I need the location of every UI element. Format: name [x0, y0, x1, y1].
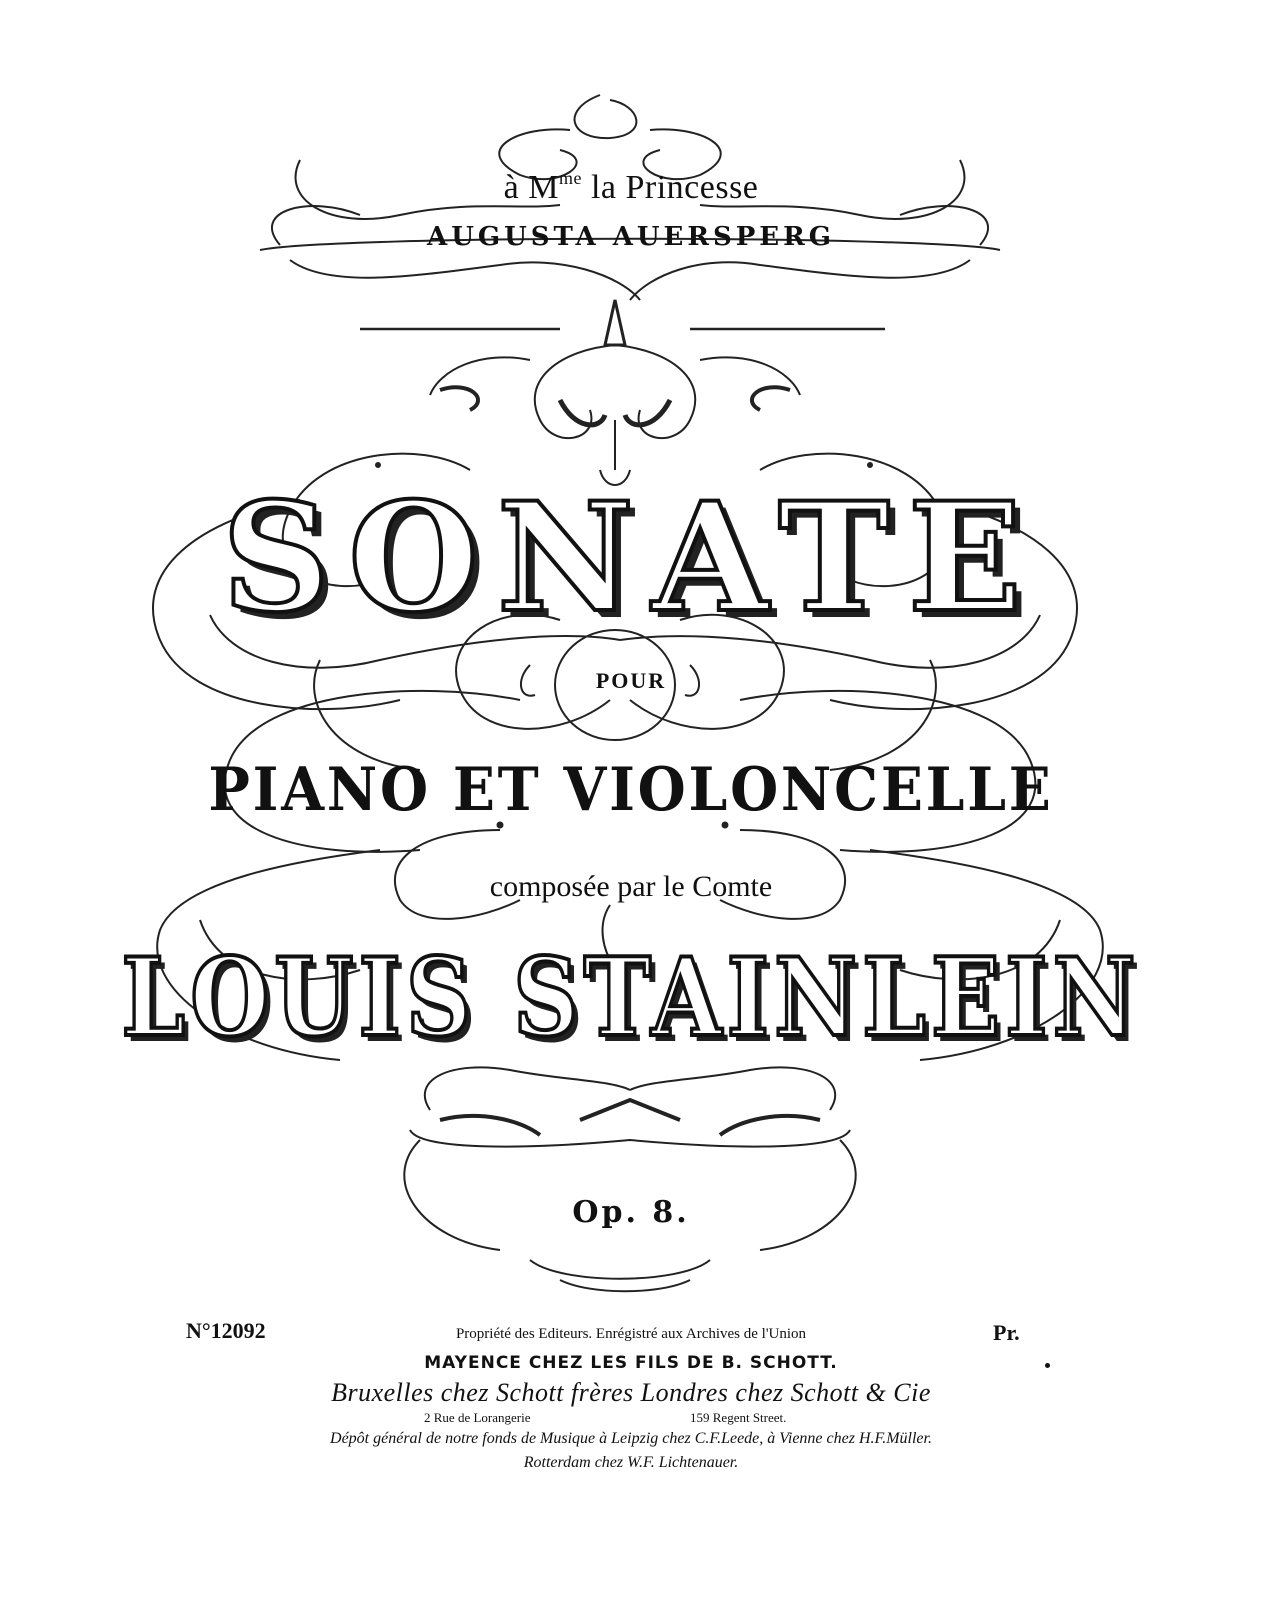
address-brussels: 2 Rue de Lorangerie	[424, 1410, 531, 1425]
dedication-superscript: me	[558, 168, 582, 188]
work-title: SONATE	[221, 470, 1041, 646]
dedication-line	[0, 168, 1262, 207]
property-notice: Propriété des Editeurs. Enrégistré aux Archives de l'Union	[455, 1326, 807, 1342]
publisher-line: MAYENCE CHEZ LES FILS DE B. SCHOTT.	[424, 1353, 838, 1373]
instruments-line: PIANO ET VIOLONCELLE	[208, 755, 1054, 825]
pour-label: POUR	[595, 668, 667, 693]
composer-name: LOUIS STAINLEIN	[121, 935, 1141, 1061]
composed-by-line: composée par le Comte	[489, 870, 773, 903]
branches-line: Bruxelles chez Schott frères Londres chez Schott & Cie	[331, 1378, 931, 1407]
plate-number: N°12092	[186, 1318, 266, 1343]
rotterdam-line: Rotterdam chez W.F. Lichtenauer.	[523, 1454, 739, 1471]
price-label: Pr.	[993, 1320, 1020, 1345]
address-london: 159 Regent Street.	[690, 1410, 787, 1425]
opus-number: Op. 8.	[572, 1195, 690, 1230]
depot-line: Dépôt général de notre fonds de Musique à Leipzig chez C.F.Leede, à Vienne chez H.F.Müller.	[330, 1430, 932, 1447]
dedicatee-name: AUGUSTA AUERSPERG	[427, 222, 835, 252]
dedication-prefix: à M	[503, 169, 559, 206]
dedication-suffix: la Princesse	[581, 169, 759, 206]
